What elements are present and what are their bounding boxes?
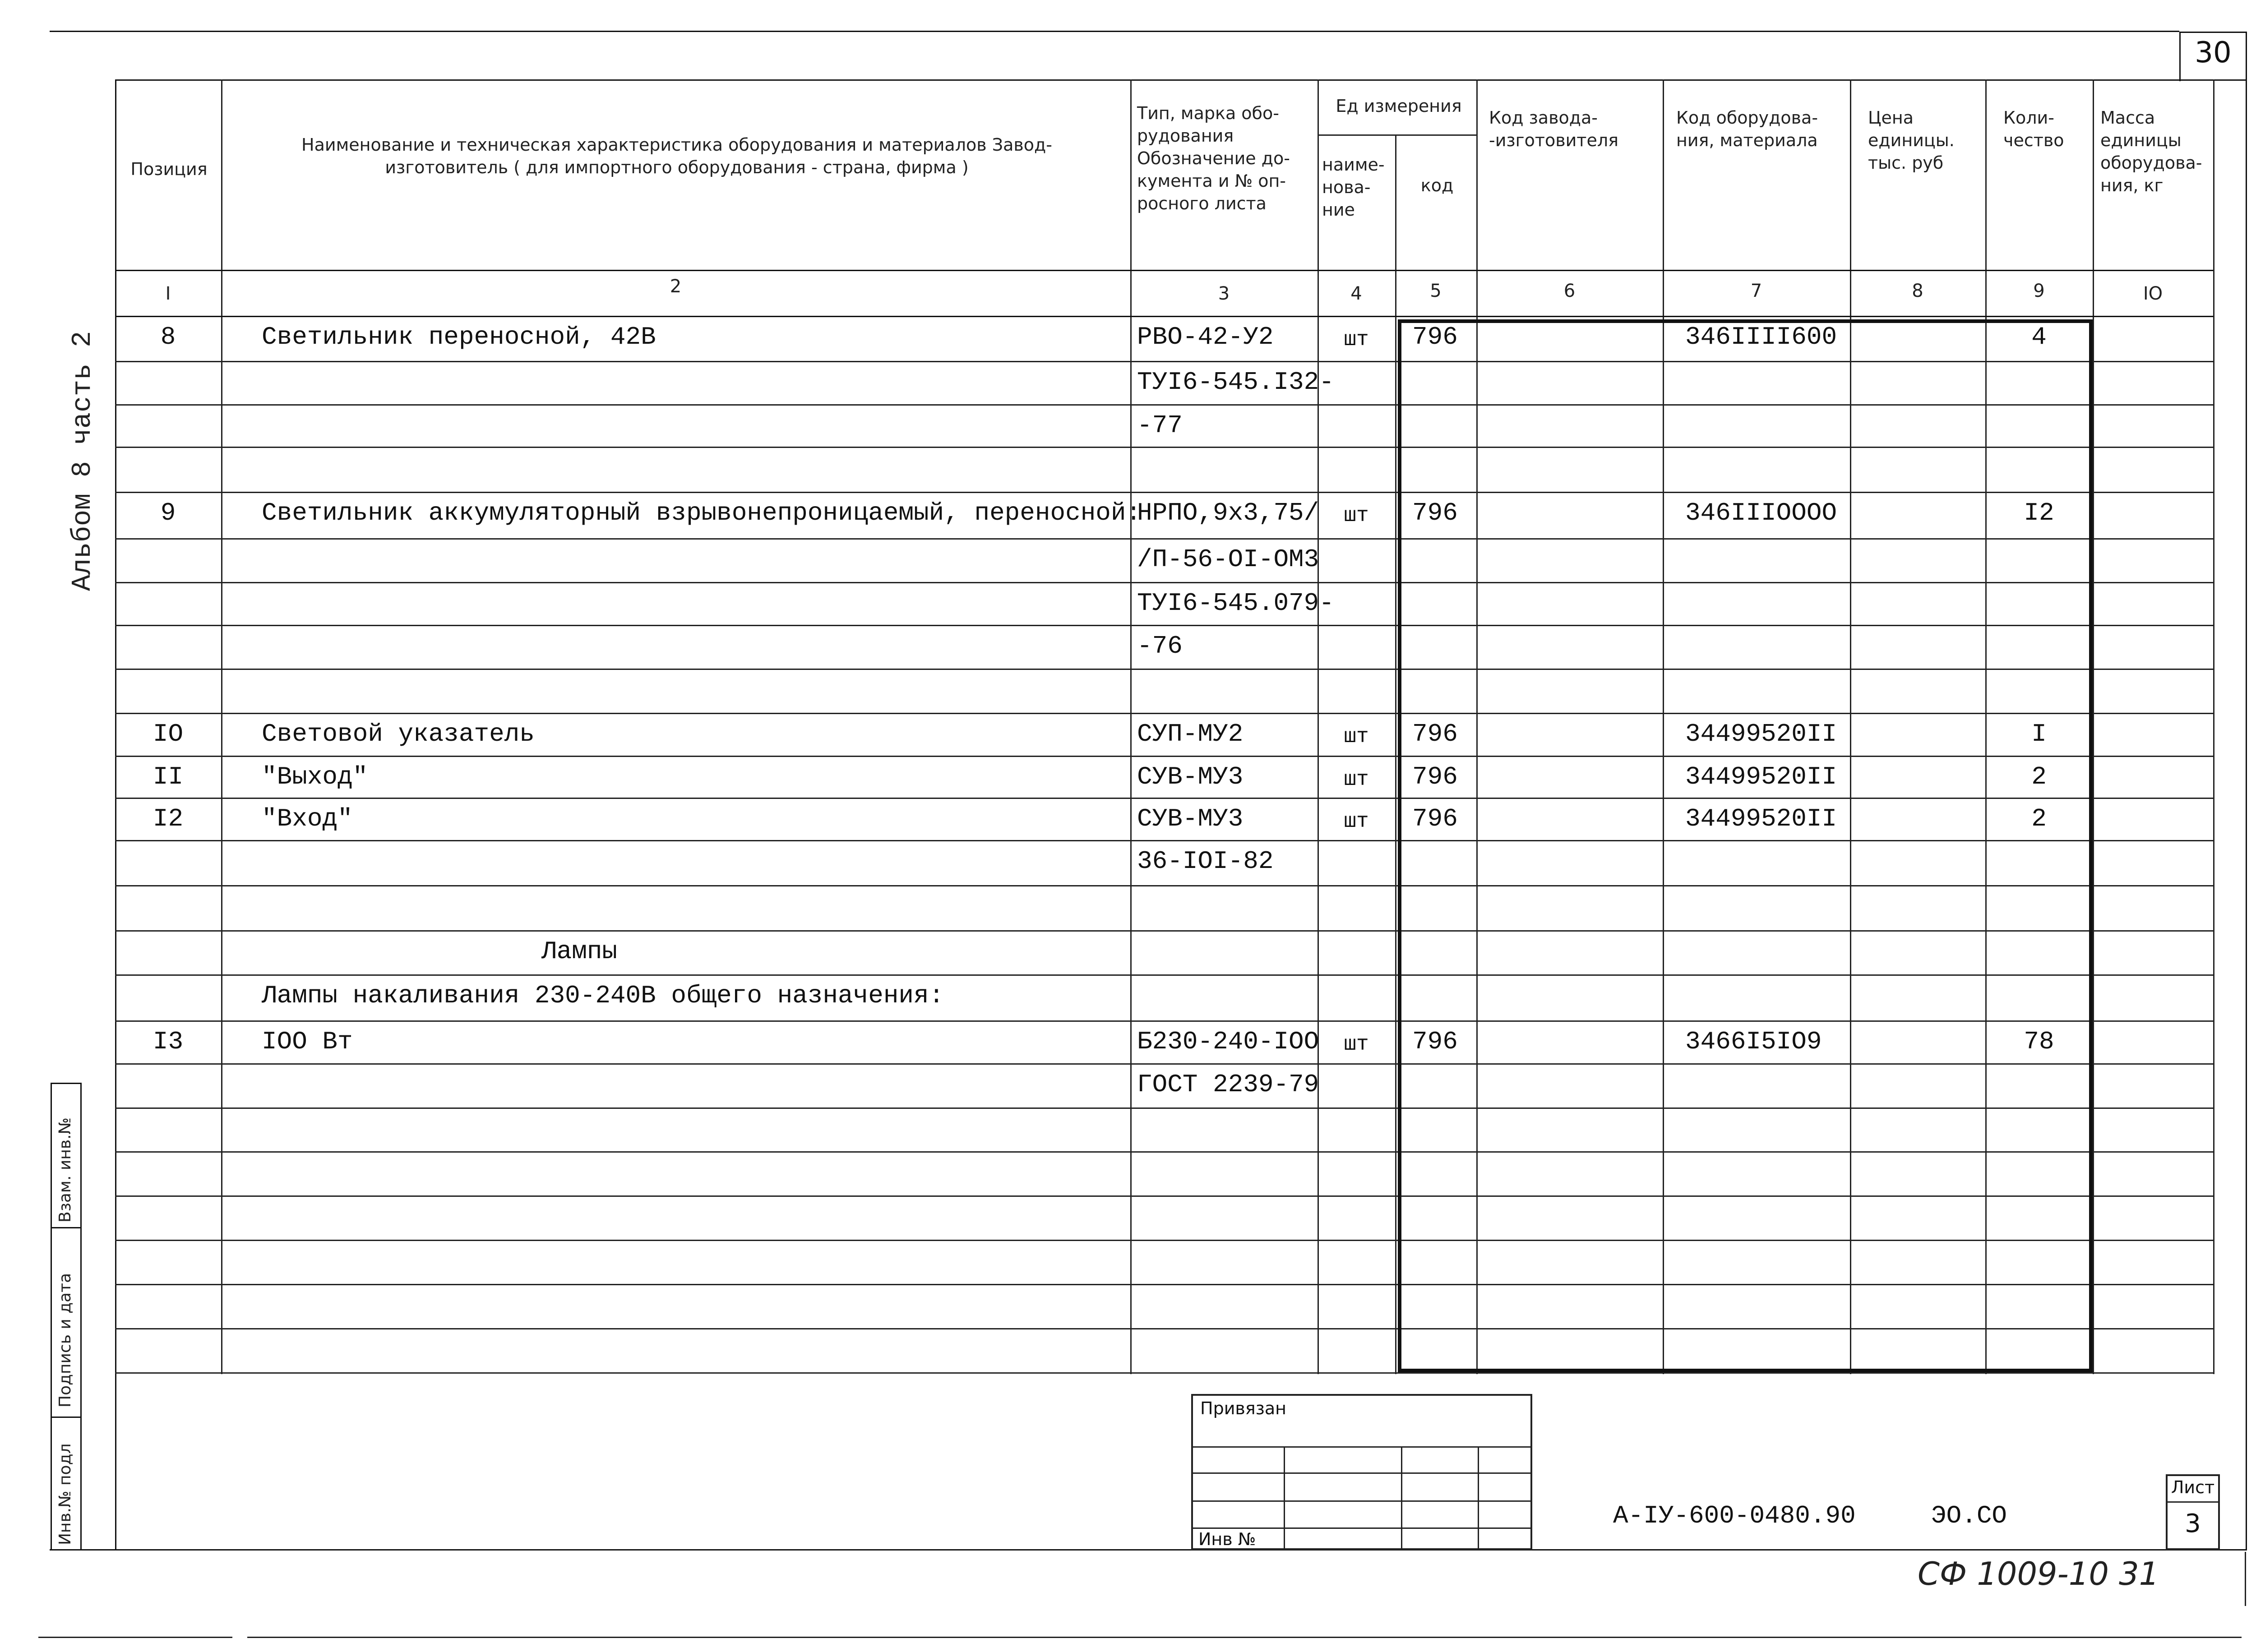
cell-mat: 3466I5IO9 xyxy=(1685,1027,1822,1056)
privyazan-vline-2 xyxy=(1401,1446,1402,1550)
side-label: Альбом 8 часть 2 xyxy=(68,331,98,591)
cell-unit: шт xyxy=(1344,328,1369,351)
empty-row-line-5 xyxy=(115,1372,2213,1374)
inv-podl-label: Инв.№ подл xyxy=(56,1443,74,1545)
privyazan-line-3 xyxy=(1191,1500,1532,1502)
cell-name: "Вход" xyxy=(262,804,353,833)
left-stamp-top xyxy=(51,1083,81,1084)
cell-name: "Выход" xyxy=(262,762,368,791)
cell-type: -77 xyxy=(1137,411,1183,440)
cell-qty: 78 xyxy=(2024,1027,2054,1056)
cell-type: ГОСТ 2239-79 xyxy=(1137,1070,1319,1099)
vzam-label: Взам. инв.№ xyxy=(56,1117,74,1223)
cell-type: 36-IOI-82 xyxy=(1137,847,1274,876)
frame-bottom xyxy=(50,1549,2247,1550)
privyazan-line-1 xyxy=(1191,1446,1532,1448)
handwritten-note: СФ 1009-10 31 xyxy=(1918,1555,2159,1592)
cell-code: 796 xyxy=(1412,804,1458,833)
cell-name: Светильник переносной, 42В xyxy=(262,323,656,351)
header-unit-code: код xyxy=(1420,175,1454,195)
cell-type: РВО-42-У2 xyxy=(1137,323,1274,351)
cell-unit: шт xyxy=(1344,810,1369,833)
cell-code: 796 xyxy=(1412,498,1458,527)
left-stamp-inner xyxy=(80,1083,82,1550)
cell-type: НРПО,9х3,75/ xyxy=(1137,498,1319,527)
cell-name: Светильник аккумуляторный взрывонепроницаемый, переносной: xyxy=(262,498,1142,527)
cell-qty: 2 xyxy=(2031,804,2047,833)
cell-mat: 34499520II xyxy=(1685,762,1837,791)
header-type: Тип, марка обо- рудования Обозначение до- кумента и № оп- росного листа xyxy=(1137,103,1290,213)
header-name: Наименование и техническая характеристика оборудования и материалов Завод-изготовитель ( для импортного оборудования - страна, фирма ) xyxy=(301,135,1052,177)
code-block-border xyxy=(1398,319,2093,1372)
topnum-box-top xyxy=(2179,32,2247,33)
cell-pos: I2 xyxy=(153,804,184,833)
cell-unit: шт xyxy=(1344,504,1369,527)
podpis-label: Подпись и дата xyxy=(56,1273,74,1407)
frame-right xyxy=(2246,79,2247,1550)
cell-pos: II xyxy=(153,762,184,791)
header-quantity: Коли- чество xyxy=(2003,108,2064,150)
col-line-10 xyxy=(2213,79,2214,1374)
colnum-8: 8 xyxy=(1912,281,1923,301)
colnum-1: I xyxy=(165,283,171,304)
cell-type: СУП-МУ2 xyxy=(1137,720,1244,748)
cell-mat: 346IIIOOOO xyxy=(1685,498,1837,527)
cell-name: Лампы xyxy=(541,937,618,966)
cell-code: 796 xyxy=(1412,762,1458,791)
cell-qty: 4 xyxy=(2031,323,2047,351)
col-line-9 xyxy=(2093,79,2094,1374)
cell-pos: IO xyxy=(153,720,184,748)
col-line-4 xyxy=(1395,134,1396,1374)
cell-qty: I xyxy=(2031,720,2047,748)
cell-type: -76 xyxy=(1137,632,1183,660)
header-mass: Масса единицы оборудова- ния, кг xyxy=(2100,108,2202,195)
colnum-3: 3 xyxy=(1218,283,1230,304)
header-material-code: Код оборудова- ния, материала xyxy=(1676,108,1818,150)
doc-code: А-IУ-600-0480.90 xyxy=(1613,1501,1856,1530)
cut-line-left xyxy=(38,1637,232,1638)
colnum-6: 6 xyxy=(1563,281,1576,301)
margin-mark xyxy=(2245,1552,2246,1606)
doc-section: ЭО.СО xyxy=(1931,1501,2007,1530)
left-stamp-div2 xyxy=(51,1417,81,1418)
cell-type: ТУI6-545.079- xyxy=(1137,589,1334,618)
cell-type: СУВ-МУ3 xyxy=(1137,762,1244,791)
cell-qty: 2 xyxy=(2031,762,2047,791)
cell-pos: 9 xyxy=(160,498,176,527)
colnum-5: 5 xyxy=(1430,281,1442,301)
privyazan-vline-3 xyxy=(1478,1446,1479,1550)
cut-line-right xyxy=(247,1637,2242,1638)
cell-mat: 34499520II xyxy=(1685,804,1837,833)
cell-code: 796 xyxy=(1412,323,1458,351)
sheet-number-top: 30 xyxy=(2195,36,2232,69)
privyazan-line-4 xyxy=(1191,1527,1532,1529)
cell-type: /П-56-OI-ОМ3 xyxy=(1137,545,1319,574)
cell-unit: шт xyxy=(1344,1033,1369,1056)
colnum-4: 4 xyxy=(1350,283,1362,304)
topnum-box-left xyxy=(2179,32,2181,81)
cell-code: 796 xyxy=(1412,720,1458,748)
header-position: Позиция xyxy=(130,159,208,179)
sheet-box-divider xyxy=(2166,1501,2220,1503)
cell-name: Лампы накаливания 230-240В общего назначения: xyxy=(262,981,944,1010)
cell-unit: шт xyxy=(1344,768,1369,791)
header-bottom xyxy=(115,270,2213,271)
colnum-9: 9 xyxy=(2033,281,2045,301)
colnum-2: 2 xyxy=(670,276,682,297)
cell-pos: I3 xyxy=(153,1027,184,1056)
cell-qty: I2 xyxy=(2024,498,2054,527)
header-price: Цена единицы. тыс. руб xyxy=(1868,108,1955,173)
cell-type: ТУI6-545.I32- xyxy=(1137,368,1334,397)
privyazan-vline-1 xyxy=(1284,1446,1285,1550)
inv-no-label: Инв № xyxy=(1198,1529,1256,1549)
sheet-value: 3 xyxy=(2185,1509,2201,1538)
colnum-7: 7 xyxy=(1750,281,1762,301)
topnum-box-right xyxy=(2246,32,2247,81)
cell-name: IOO Вт xyxy=(262,1027,353,1056)
header-unit: Ед измерения xyxy=(1336,96,1462,116)
col-line-2 xyxy=(1130,79,1132,1374)
left-stamp-outer xyxy=(51,1083,52,1550)
top-rule xyxy=(50,31,2179,32)
colnum-10: IO xyxy=(2143,283,2163,304)
cell-mat: 346IIII600 xyxy=(1685,323,1837,351)
privyazan-line-2 xyxy=(1191,1472,1532,1474)
cell-name: Световой указатель xyxy=(262,720,535,748)
privyazan-label: Привязан xyxy=(1200,1398,1286,1418)
cell-type: Б230-240-IOO xyxy=(1137,1027,1319,1056)
numrow-bottom xyxy=(115,316,2213,317)
cell-code: 796 xyxy=(1412,1027,1458,1056)
col-line-1 xyxy=(221,79,222,1374)
cell-type: СУВ-МУ3 xyxy=(1137,804,1244,833)
sheet-label: Лист xyxy=(2171,1477,2215,1497)
table-top xyxy=(115,79,2247,81)
header-unit-name: наиме- нова- ние xyxy=(1322,155,1385,220)
cell-mat: 34499520II xyxy=(1685,720,1837,748)
cell-unit: шт xyxy=(1344,725,1369,748)
header-factory-code: Код завода- -изготовителя xyxy=(1489,108,1618,150)
left-stamp-div1 xyxy=(51,1227,81,1228)
unit-subsplit xyxy=(1318,134,1476,136)
cell-pos: 8 xyxy=(160,323,176,351)
